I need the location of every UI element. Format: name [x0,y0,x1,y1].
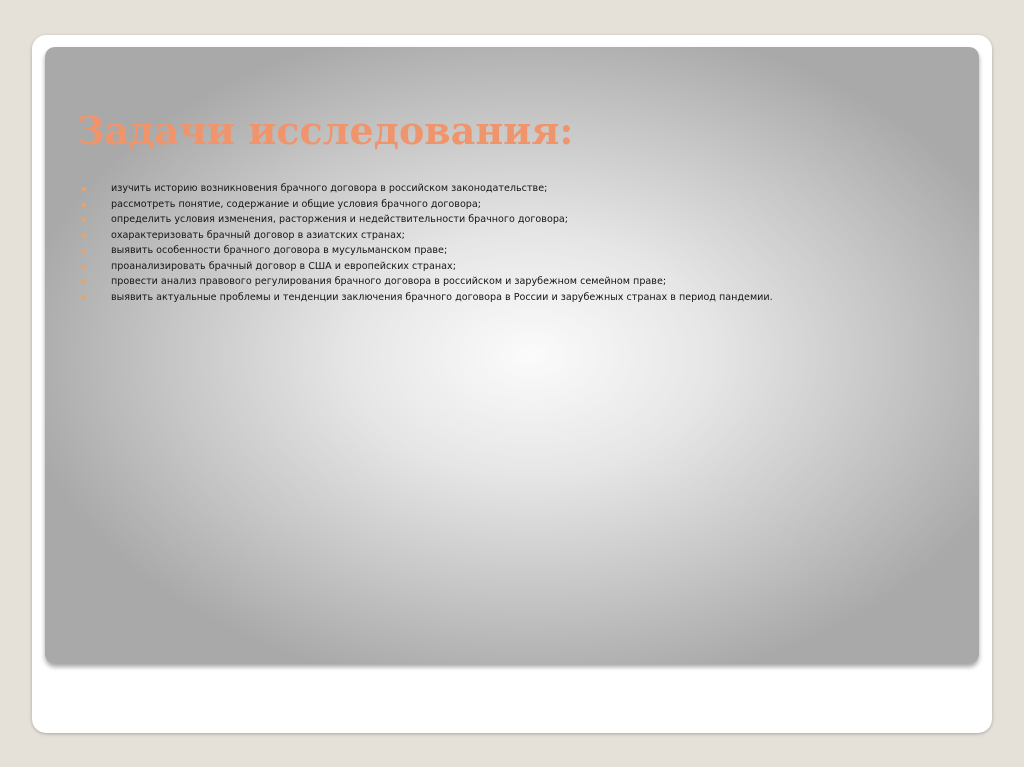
bullet-text: определить условия изменения, расторжения и недействительности брачного договора; [111,214,569,225]
list-item [80,214,773,230]
bullet-list [80,183,773,307]
bullet-icon: ▪ [81,292,87,302]
bullet-text: выявить особенности брачного договора в мусульманском праве; [111,245,448,256]
bullet-text: охарактеризовать брачный договор в азиатских странах; [111,229,405,241]
list-item [80,292,773,308]
list-item [80,261,773,277]
list-item [80,199,773,215]
bullet-icon: ▪ [81,230,87,240]
bullet-icon: ▪ [81,246,87,255]
bullet-icon: ▪ [81,215,87,224]
bullet-icon: ▪ [81,199,87,209]
list-item [80,276,773,292]
list-item [80,183,773,199]
bullet-text: провести анализ правового регулирования брачного договора в российском и зарубежном семейном праве; [111,276,667,287]
bullet-icon: ▪ [81,261,87,271]
bullet-icon: ▪ [81,184,87,193]
bullet-text: рассмотреть понятие, содержание и общие условия брачного договора; [111,198,482,210]
slide-title: Задачи исследования: [77,108,574,153]
list-item [80,230,773,246]
bullet-text: изучить историю возникновения брачного договора в российском законодательстве; [111,183,548,194]
bullet-text: проанализировать брачный договор в США и европейских странах; [111,260,456,272]
list-item [80,245,773,261]
bullet-text: выявить актуальные проблемы и тенденции заключения брачного договора в России и зарубежных странах в период пандемии. [111,291,773,303]
bullet-icon: ▪ [81,277,87,286]
